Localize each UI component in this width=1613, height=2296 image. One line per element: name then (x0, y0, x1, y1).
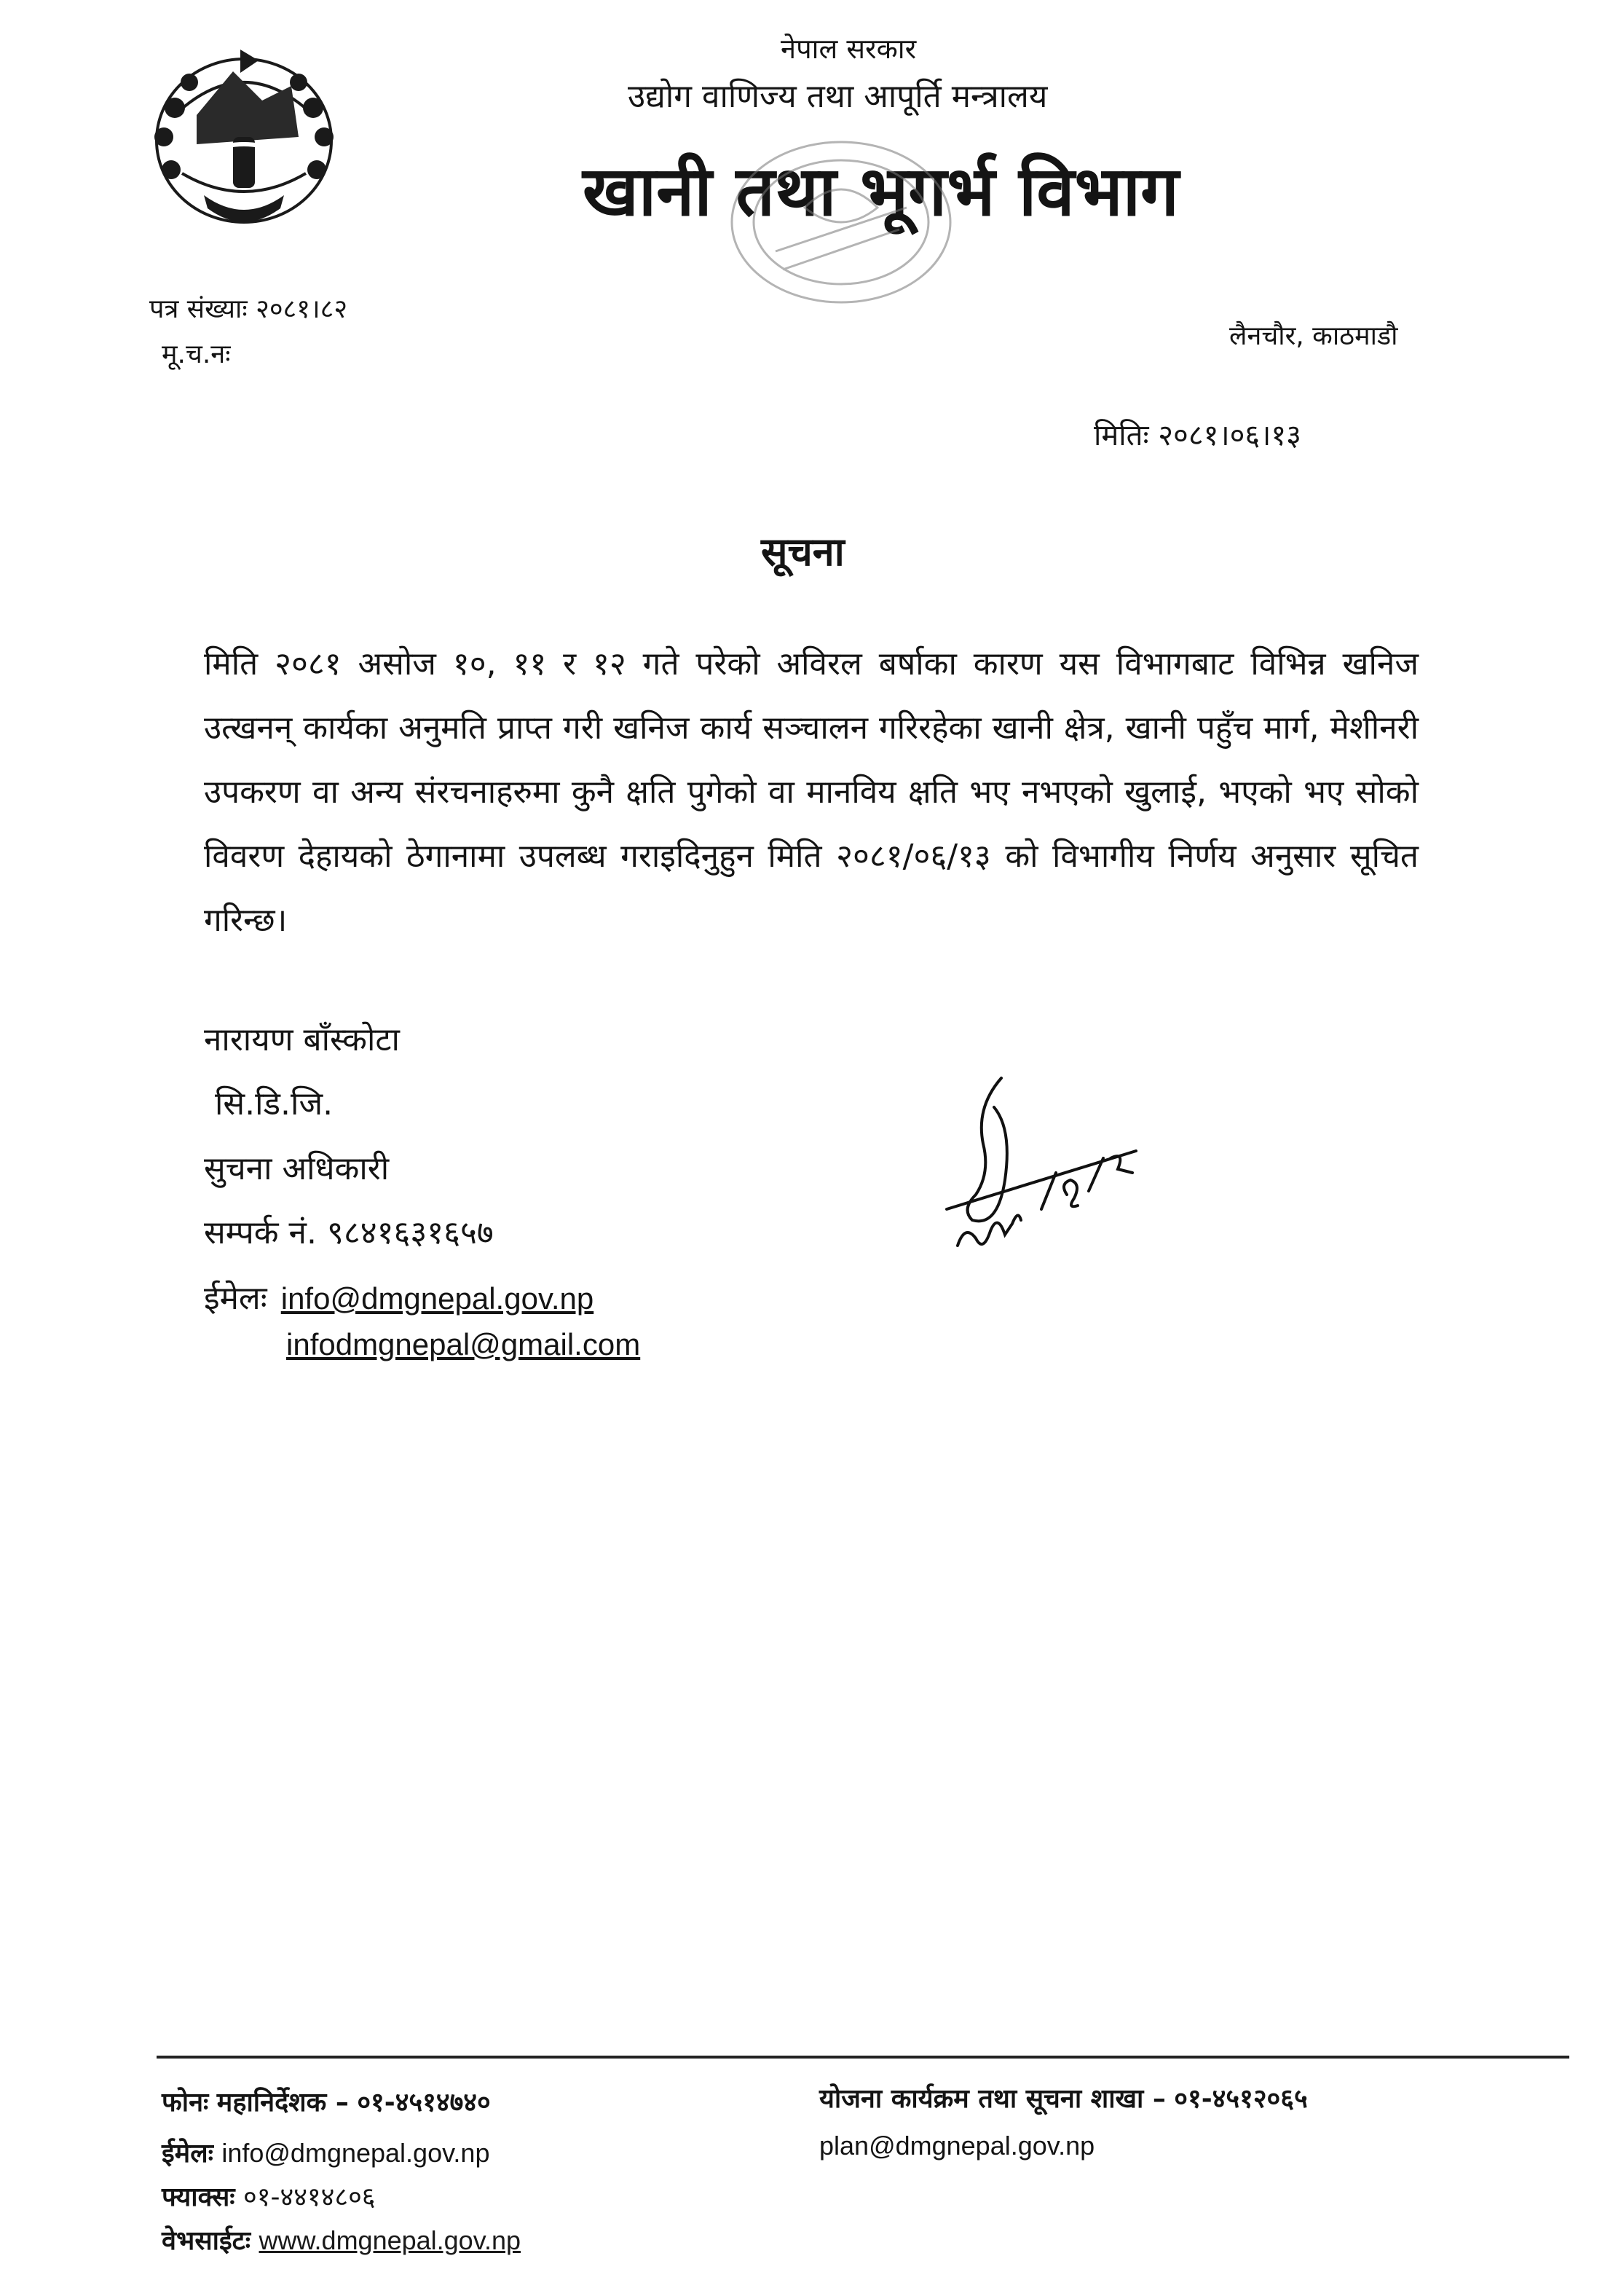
notice-body: मिति २०८१ असोज १०, ११ र १२ गते परेको अविरल बर्षाका कारण यस विभागबाट विभिन्न खनिज उत्खनन् कार्यका अनुमति प्राप्त गरी खनिज कार्य सञ्चालन गरिरहेका खानी क्षेत्र, खानी पहुँच मार्ग, मेशीनरी उपकरण वा अन्य संरचनाहरुमा कुनै क्षति पुगेको वा मानविय क्षति भए नभएको खुलाई, भएको भए सोको विवरण देहायको ठेगानामा उपलब्ध गराइदिनुहुन मिति २०८१/०६/१३ को विभागीय निर्णय अनुसार सूचित गरिन्छ। (204, 645, 1419, 939)
letter-date: २०८१।०६।१३ (1158, 419, 1301, 452)
contact-number: ९८४१६३१६५७ (326, 1214, 494, 1251)
footer-dg-label: महानिर्देशक – (216, 2088, 349, 2118)
dispatch-number-label: मू.च.नः (162, 339, 231, 369)
government-name: नेपाल सरकार (781, 33, 917, 65)
official-stamp-icon (717, 127, 965, 317)
handwritten-signature-icon (932, 1064, 1172, 1282)
footer-email-label: ईमेलः (162, 2139, 213, 2169)
department-name: खानी तथा भूगर्भ विभाग (583, 152, 1179, 232)
contact-label: सम्पर्क नं. (204, 1214, 317, 1251)
date-label: मितिः (1094, 419, 1149, 452)
footer-divider (157, 2056, 1569, 2059)
nepal-government-emblem-icon (131, 28, 357, 246)
footer-dg-phone: ०१-४५१४७४० (357, 2088, 491, 2118)
signatory-designation: सि.डि.जि. (215, 1085, 334, 1123)
footer-fax-label: फ्याक्सः (162, 2182, 235, 2212)
email-link-primary[interactable]: info@dmgnepal.gov.np (280, 1281, 594, 1316)
signatory-role: सुचना अधिकारी (204, 1150, 390, 1187)
ref-number: २०८१।८२ (256, 294, 348, 324)
ministry-name: उद्योग वाणिज्य तथा आपूर्ति मन्त्रालय (628, 78, 1048, 115)
footer-email[interactable]: info@dmgnepal.gov.np (221, 2138, 490, 2168)
footer-phone-label: फोनः (162, 2088, 209, 2118)
footer-planning-label: योजना कार्यक्रम तथा सूचना शाखा – (819, 2084, 1166, 2114)
email-link-secondary[interactable]: infodmgnepal@gmail.com (286, 1327, 641, 1361)
footer-website-link[interactable]: www.dmgnepal.gov.np (259, 2225, 521, 2255)
email-label: ईमेलः (204, 1280, 267, 1317)
footer-planning-phone: ०१-४५१२०६५ (1174, 2084, 1308, 2114)
ref-number-label: पत्र संख्याः (149, 294, 248, 324)
footer-website-label: वेभसाईटः (162, 2226, 251, 2256)
signatory-name: नारायण बाँस्कोटा (204, 1021, 400, 1058)
footer-fax: ०१-४४१४८०६ (243, 2182, 376, 2212)
footer-planning-email[interactable]: plan@dmgnepal.gov.np (819, 2131, 1095, 2161)
notice-title: सूचना (761, 529, 845, 575)
office-location: लैनचौर, काठमाडौ (1229, 321, 1398, 351)
